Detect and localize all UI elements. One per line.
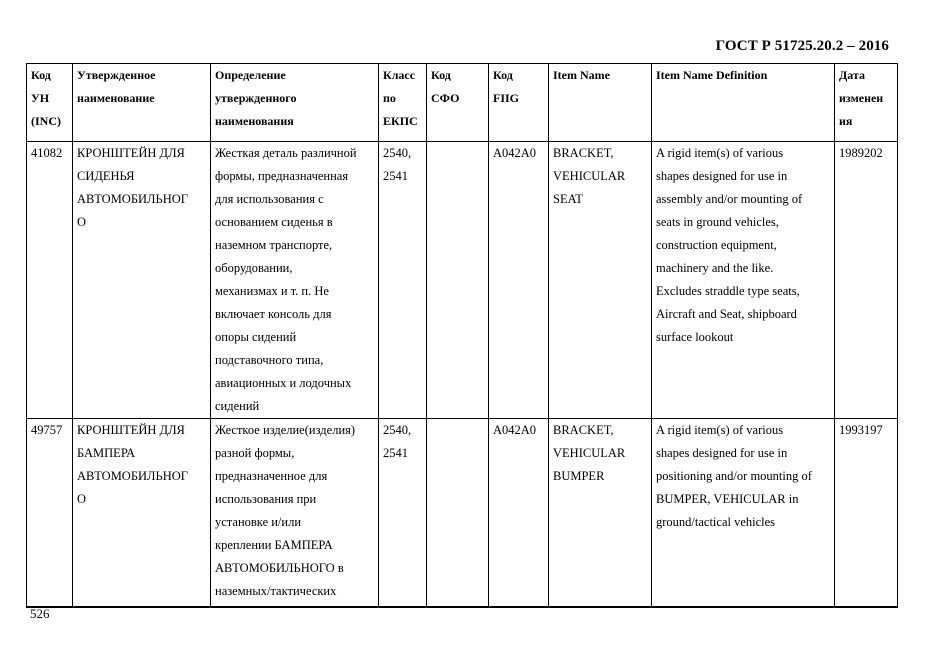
cell-ekps-class: 2540, 2541 [379,142,427,419]
cell-inc: 49757 [27,419,73,607]
header-fiig-code: Код FIIG [489,64,549,142]
header-definition: Определение утвержденного наименования [211,64,379,142]
document-code-header: ГОСТ Р 51725.20.2 – 2016 [715,38,889,54]
cell-item-name: BRACKET, VEHICULAR BUMPER [549,419,652,607]
cell-item-name-definition: A rigid item(s) of various shapes designed for use in assembly and/or mounting of seats in ground vehicles, construction equipment, machinery and the like. Excludes straddle type seats, Aircraft and Seat, shipboard surface lookout [652,142,835,419]
header-sfo-code: Код СФО [427,64,489,142]
cell-change-date: 1993197 [835,419,898,607]
cell-approved-name: КРОНШТЕЙН ДЛЯ БАМПЕРА АВТОМОБИЛЬНОГ О [73,419,211,607]
header-approved-name: Утвержденное наименование [73,64,211,142]
cell-change-date: 1989202 [835,142,898,419]
cell-sfo-code [427,419,489,607]
header-change-date: Дата изменен ия [835,64,898,142]
cell-sfo-code [427,142,489,419]
cell-fiig-code: A042A0 [489,419,549,607]
cell-item-name: BRACKET, VEHICULAR SEAT [549,142,652,419]
cell-fiig-code: A042A0 [489,142,549,419]
header-ekps-class: Класс по ЕКПС [379,64,427,142]
cell-definition: Жесткая деталь различной формы, предназначенная для использования с основанием сиденья в наземном транспорте, оборудовании, механизмах и т. п. Не включает консоль для опоры сидений подставочного типа, авиационных и лодочных сидений [211,142,379,419]
cell-item-name-definition: A rigid item(s) of various shapes designed for use in positioning and/or mounting of BUMPER, VEHICULAR in ground/tactical vehicles [652,419,835,607]
cell-approved-name: КРОНШТЕЙН ДЛЯ СИДЕНЬЯ АВТОМОБИЛЬНОГ О [73,142,211,419]
page-number: 526 [30,606,50,621]
table-header-row [27,64,898,142]
table-row [27,419,898,607]
catalog-table [26,63,898,608]
header-item-name: Item Name [549,64,652,142]
cell-ekps-class: 2540, 2541 [379,419,427,607]
cell-definition: Жесткое изделие(изделия) разной формы, предназначенное для использования при установке и/или креплении БАМПЕРА АВТОМОБИЛЬНОГО в наземных/тактических [211,419,379,607]
table-row [27,142,898,419]
cell-inc: 41082 [27,142,73,419]
header-inc: Код УН (INC) [27,64,73,142]
header-item-name-definition: Item Name Definition [652,64,835,142]
